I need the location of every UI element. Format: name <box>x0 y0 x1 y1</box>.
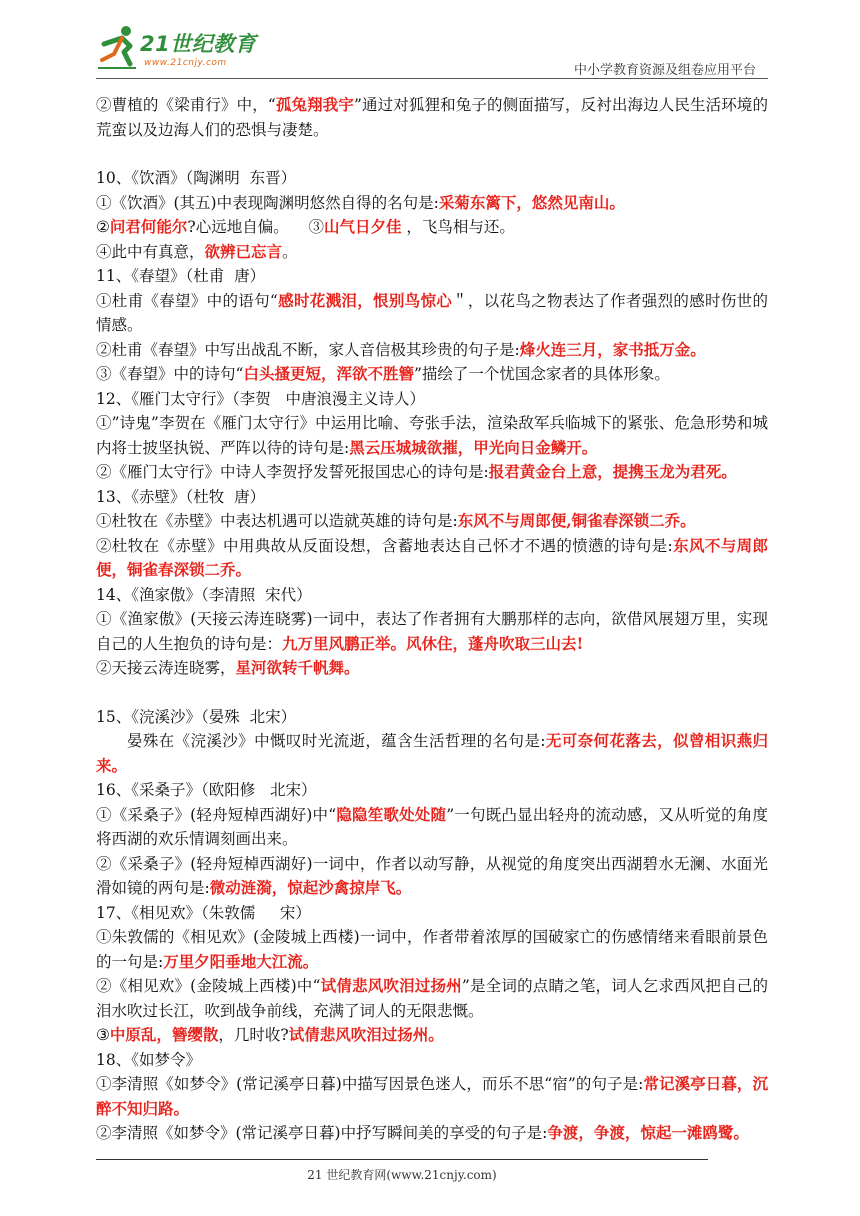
line-text: ”通过对狐狸和兔子的侧面描写，反衬出海边人民生活环境的荒蛮以及边海人们的恐惧与凄楚。 <box>96 96 768 139</box>
logo-brand-text: 21世纪教育 <box>140 32 257 56</box>
answer-text: 问君何能尔 <box>109 217 188 236</box>
answer-text: 中原乱，簪缨散 <box>109 1025 219 1044</box>
answer-text: 黑云压城城欲摧，甲光向日金鳞开。 <box>349 437 598 457</box>
runner-logo-icon <box>96 24 140 70</box>
answer-text: 争渡，争渡，惊起一滩鸥鹭。 <box>547 1123 749 1142</box>
blank-line <box>96 681 768 705</box>
line-text: 18、《如梦令》 <box>96 1050 201 1069</box>
answer-text: 山气日夕佳 <box>323 217 402 236</box>
text-line <box>96 191 768 216</box>
text-line <box>96 925 768 974</box>
answer-text: 万里夕阳垂地大江流。 <box>163 951 319 971</box>
text-line <box>96 289 768 338</box>
answer-text: 无可奈何花落去，似曾相识燕归来。 <box>96 731 768 775</box>
line-text: 晏殊在《浣溪沙》中慨叹时光流逝，蕴含生活哲理的名句是: <box>127 732 546 750</box>
line-text: ③《春望》中的诗句“ <box>96 365 244 383</box>
text-line <box>96 656 768 681</box>
section-heading <box>96 166 768 191</box>
line-text: ＂，以花鸟之物表达了作者强烈的感时伤世的情感。 <box>96 291 768 334</box>
line-text: ② <box>96 218 110 236</box>
line-text: ③ <box>96 1026 110 1044</box>
line-text: ，飞鸟相与还。 <box>401 218 515 236</box>
line-text: 15、《浣溪沙》（晏殊 北宋） <box>96 707 297 726</box>
text-line <box>96 338 768 363</box>
text-line <box>96 803 768 852</box>
answer-text: 采菊东篱下，悠然见南山。 <box>438 192 625 212</box>
line-text: 17、《相见欢》（朱敦儒 宋） <box>96 903 311 922</box>
section-heading <box>96 1048 768 1073</box>
line-text: ”描绘了一个忧国念家者的具体形象。 <box>413 365 670 383</box>
answer-text: 星河欲转千帆舞。 <box>235 658 360 677</box>
line-text: ①《饮酒》(其五)中表现陶渊明悠然自得的名句是: <box>96 193 439 212</box>
text-line <box>96 607 768 656</box>
answer-text: 烽火连三月，家书抵万金。 <box>519 339 706 359</box>
line-text: 13、《赤壁》（杜牧 唐） <box>96 487 266 506</box>
page-footer: 21 世纪教育网(www.21cnjy.com) <box>96 1159 708 1183</box>
line-text: 11、《春望》（杜甫 唐） <box>96 267 266 285</box>
answer-text: 感时花溅泪，恨别鸟惊心 <box>277 290 453 310</box>
line-text: ②天接云涛连晓雾， <box>96 659 236 677</box>
section-heading <box>96 778 768 803</box>
section-heading <box>96 264 768 289</box>
logo <box>96 22 266 76</box>
line-text: ②《雁门太守行》中诗人李贺抒发誓死报国忠心的诗句是: <box>96 463 489 481</box>
text-line <box>96 215 768 240</box>
line-text: ②曹植的《梁甫行》中，“ <box>96 96 276 114</box>
line-text: ”是全词的点睛之笔，词人乞求西风把自己的泪水吹过长江，吹到战争前线，充满了词人的无限悲慨。 <box>96 977 768 1020</box>
text-line <box>96 460 768 485</box>
line-text: ①杜甫《春望》中的语句“ <box>96 291 278 310</box>
line-text: ①李清照《如梦令》(常记溪亭日暮)中描写因景色迷人，而乐不思“宿”的句子是: <box>96 1075 644 1093</box>
line-text: ②杜牧在《赤壁》中用典故从反面设想，含蓄地表达自己怀才不遇的愤懑的诗句是: <box>96 536 673 555</box>
line-text: ②杜甫《春望》中写出战乱不断，家人音信极其珍贵的句子是: <box>96 340 520 359</box>
text-line <box>96 974 768 1023</box>
answer-text: 微动涟漪，惊起沙禽掠岸飞。 <box>209 878 412 897</box>
answer-text: 试倩悲风吹泪过扬州 <box>320 976 462 995</box>
line-text: ②李清照《如梦令》(常记溪亭日暮)中抒写瞬间美的享受的句子是: <box>96 1124 548 1142</box>
line-text: ①”诗鬼”李贺在《雁门太守行》中运用比喻、夸张手法，渲染敌军兵临城下的紧张、危急形势和城内将士披坚执锐、严阵以待的诗句是: <box>96 414 768 457</box>
text-line <box>96 1072 768 1121</box>
text-line <box>96 534 768 583</box>
text-line <box>96 509 768 534</box>
section-heading <box>96 901 768 926</box>
page-header <box>96 22 768 79</box>
text-line <box>96 411 768 460</box>
line-text: ①《渔家傲》(天接云涛连晓雾)一词中，表达了作者拥有大鹏那样的志向，欲借风展翅万里，实现自己的人生抱负的诗句是： <box>96 610 768 653</box>
section-heading <box>96 705 768 730</box>
text-line <box>96 240 768 265</box>
line-text: 10、《饮酒》（陶渊明 东晋） <box>96 169 297 187</box>
line-text: ②《相见欢》(金陵城上西楼)中“ <box>96 977 321 995</box>
platform-name: 中小学教育资源及组卷应用平台 <box>573 63 756 78</box>
answer-text: 欲辨已忘言 <box>204 241 283 261</box>
line-text: ”一句既凸显出轻舟的流动感，又从听觉的角度将西湖的欢乐情调刻画出来。 <box>96 805 768 848</box>
line-text: 。 <box>282 242 298 261</box>
document-body <box>96 93 768 1146</box>
line-text: ①《采桑子》(轻舟短棹西湖好)中“ <box>96 805 337 824</box>
section-heading <box>96 387 768 412</box>
answer-text: 孤兔翔我宇 <box>275 95 354 114</box>
text-line <box>96 729 768 778</box>
logo-url-text: www.21cnjy.com <box>144 58 227 68</box>
section-heading <box>96 583 768 608</box>
answer-text: 九万里风鹏正举。风休住，蓬舟吹取三山去! <box>282 633 584 653</box>
line-text: ，几时收? <box>218 1026 289 1044</box>
text-line <box>96 93 768 142</box>
answer-text: 常记溪亭日暮，沉醉不知归路。 <box>96 1074 768 1118</box>
text-line <box>96 1121 768 1146</box>
line-text: 14、《渔家傲》（李清照 宋代） <box>96 585 312 604</box>
answer-text: 隐隐笙歌处处随 <box>336 804 447 824</box>
line-text: ?心远地自偏。 ③ <box>187 218 324 236</box>
answer-text: 东风不与周郎便,铜雀春深锁二乔。 <box>457 511 696 530</box>
line-text: ①杜牧在《赤壁》中表达机遇可以造就英雄的诗句是: <box>96 512 458 530</box>
answer-text: 东风不与周郎便，铜雀春深锁二乔。 <box>96 535 768 579</box>
line-text: ②《采桑子》(轻舟短棹西湖好)一词中，作者以动写静，从视觉的角度突出西湖碧水无澜、水面光滑如镜的两句是: <box>96 854 768 897</box>
line-text: ④此中有真意， <box>96 242 205 261</box>
answer-text: 试倩悲风吹泪过扬州。 <box>288 1025 444 1044</box>
section-heading <box>96 485 768 510</box>
answer-text: 白头搔更短，浑欲不胜簪 <box>243 364 414 383</box>
blank-line <box>96 142 768 166</box>
line-text: ①朱敦儒的《相见欢》(金陵城上西楼)一词中，作者带着浓厚的国破家亡的伤感情绪来看眼前景色的一句是: <box>96 928 768 971</box>
answer-text: 报君黄金台上意，提携玉龙为君死。 <box>488 462 737 481</box>
line-text: 16、《采桑子》（欧阳修 北宋） <box>96 781 317 799</box>
text-line <box>96 1023 768 1048</box>
text-line <box>96 362 768 387</box>
text-line <box>96 852 768 901</box>
line-text: 12、《雁门太守行》（李贺 中唐浪漫主义诗人） <box>96 389 426 408</box>
